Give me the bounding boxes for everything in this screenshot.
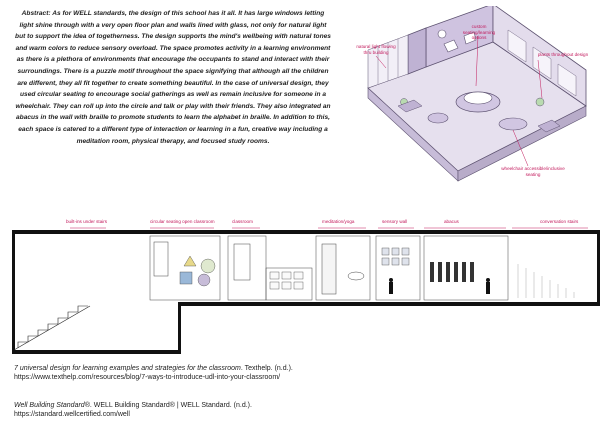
label-natural-light: natural light flowing thru building (356, 44, 396, 55)
abstract-label: Abstract: (21, 10, 51, 17)
leader-lines (338, 6, 600, 206)
label-wheelchair: wheelchair accessible/inclusive seating (501, 166, 565, 177)
reference-1-title: 7 universal design for learning examples and strategies for the classroom (14, 365, 241, 372)
section-label-classroom: classroom (232, 219, 253, 224)
reference-2-url[interactable]: https://standard.wellcertified.com/well (14, 411, 130, 418)
section-label-conversation-stairs: conversation stairs (540, 219, 579, 224)
reference-2 (14, 401, 574, 419)
section-label-meditation: meditation/yoga (322, 219, 355, 224)
axonometric-drawing (338, 6, 600, 206)
section-label-built-ins: built-ins under stairs (66, 219, 108, 224)
reference-1 (14, 364, 574, 382)
reference-1-url[interactable]: https://www.texthelp.com/resources/blog/7-ways-to-introduce-udl-into-your-classroom/ (14, 374, 281, 381)
reference-1-source: . Texthelp. (n.d.). (240, 365, 293, 372)
label-plants: plants throughout design (537, 52, 589, 57)
building-section (0, 218, 609, 358)
label-custom-seating: custom seating/learning options (462, 24, 496, 40)
section-label-sensory-wall: sensory wall (382, 219, 408, 224)
abstract-paragraph (14, 8, 332, 147)
section-label-abacus: abacus (444, 219, 459, 224)
section-label-circular-seating: circular seating open classroom (150, 219, 215, 224)
reference-2-source: . WELL Building Standard® | WELL Standard. (n.d.). (89, 402, 252, 409)
reference-2-title: Well Building Standard® (14, 402, 90, 409)
abstract-text: As for WELL standards, the design of this school has it all. It has large windows letting light shine through with a very open floor plan and walls lined with glass, not only for natural light but to support the idea of togetherness. The design supports the mind's wellbeing with natural tones and warm colors to reduce sensory overload. The space promotes activity in a learning environment as there is a plethora of environments that encourage the occupants to stand and interact with their surroundings. There is a puzzle motif throughout the space signifying that although all the children are different, they all fit together to create something beautiful. In the case of universal design, they used circular seating to encourage social gatherings as well as remain inclusive for someone in a wheelchair. They can roll up into the circle and talk or play with their friends. They also integrated an abacus in the wall with braille to promote students to learn the alphabet in braille. In addition to this, each space is catered to a different type of interaction or learning in a fun, creative way including a meditation room, physical therapy, and focused study rooms. (15, 10, 331, 145)
